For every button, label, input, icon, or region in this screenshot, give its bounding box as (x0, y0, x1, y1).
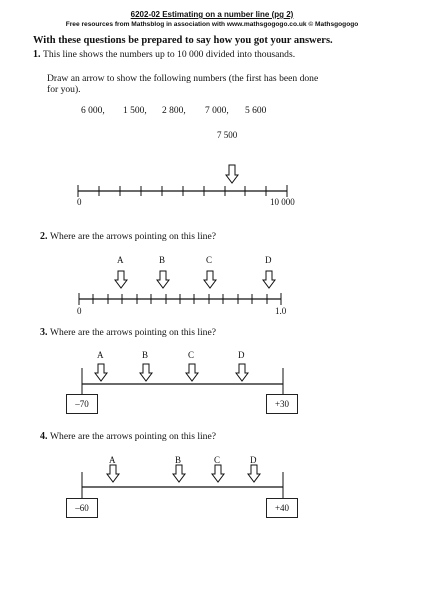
worksheet-subtitle: Free resources from Mathsblog in association with www.mathsgogogo.co.uk © Mathsgogogo (65, 21, 359, 28)
q3-arrow-label-d: D (238, 350, 245, 360)
q4-arrow-label-b: B (175, 455, 182, 465)
question-1-instruction-line2: for you). (47, 84, 81, 95)
q2-end-label: 1.0 (275, 306, 287, 316)
q4-number-line (82, 472, 283, 498)
q1-number-2: 1 500, (123, 106, 147, 116)
q1-number-3: 2 800, (162, 106, 186, 116)
question-1-number: 1. (33, 49, 41, 60)
q3-arrow-label-b: B (142, 350, 149, 360)
question-2-number: 2. (40, 231, 48, 242)
q4-arrow-label-c: C (214, 455, 221, 465)
q4-start-box: –60 (66, 498, 98, 518)
q2-arrow-d-icon (263, 271, 275, 288)
q1-number-1: 6 000, (81, 106, 105, 116)
question-4-text: Where are the arrows pointing on this line? (50, 431, 216, 442)
question-2-text: Where are the arrows pointing on this line? (50, 231, 216, 242)
q3-end-box: +30 (266, 394, 298, 414)
q2-arrow-label-b: B (159, 255, 166, 265)
q2-number-line (79, 293, 281, 305)
q2-arrow-a-icon (115, 271, 127, 288)
q3-number-line (82, 368, 283, 394)
q4-arrow-d-icon (248, 465, 260, 482)
q4-arrow-a-icon (107, 465, 119, 482)
q4-arrow-label-a: A (109, 455, 116, 465)
q2-arrow-label-c: C (206, 255, 213, 265)
q2-arrow-c-icon (204, 271, 216, 288)
q1-start-label: 0 (77, 197, 82, 207)
q2-start-label: 0 (77, 306, 82, 316)
question-3-text: Where are the arrows pointing on this line? (50, 327, 216, 338)
q3-arrow-a-icon (95, 364, 107, 381)
q4-arrow-label-d: D (250, 455, 257, 465)
q3-arrow-d-icon (236, 364, 248, 381)
q3-arrow-c-icon (186, 364, 198, 381)
q4-end-box: +40 (266, 498, 298, 518)
q4-arrow-b-icon (173, 465, 185, 482)
intro-text: With these questions be prepared to say how you got your answers. (33, 35, 333, 46)
question-1-text: This line shows the numbers up to 10 000 divided into thousands. (43, 49, 296, 60)
question-1-instruction-line1: Draw an arrow to show the following numbers (the first has been done (47, 73, 319, 84)
q3-arrow-label-a: A (97, 350, 104, 360)
q1-number-line (78, 185, 287, 197)
q2-arrow-b-icon (157, 271, 169, 288)
worksheet-title: 6202-02 Estimating on a number line (pg 2) (130, 10, 294, 19)
question-3-number: 3. (40, 327, 48, 338)
q1-number-4: 7 000, (205, 106, 229, 116)
q2-arrow-label-d: D (265, 255, 272, 265)
q1-number-5: 5 600 (245, 106, 267, 116)
q3-start-box: –70 (66, 394, 98, 414)
q1-example-label: 7 500 (217, 130, 238, 140)
q2-arrow-label-a: A (117, 255, 124, 265)
q4-arrow-c-icon (212, 465, 224, 482)
q3-arrow-label-c: C (188, 350, 195, 360)
question-4-number: 4. (40, 431, 48, 442)
q1-end-label: 10 000 (270, 197, 295, 207)
q3-arrow-b-icon (140, 364, 152, 381)
q1-example-arrow-icon (226, 165, 238, 183)
